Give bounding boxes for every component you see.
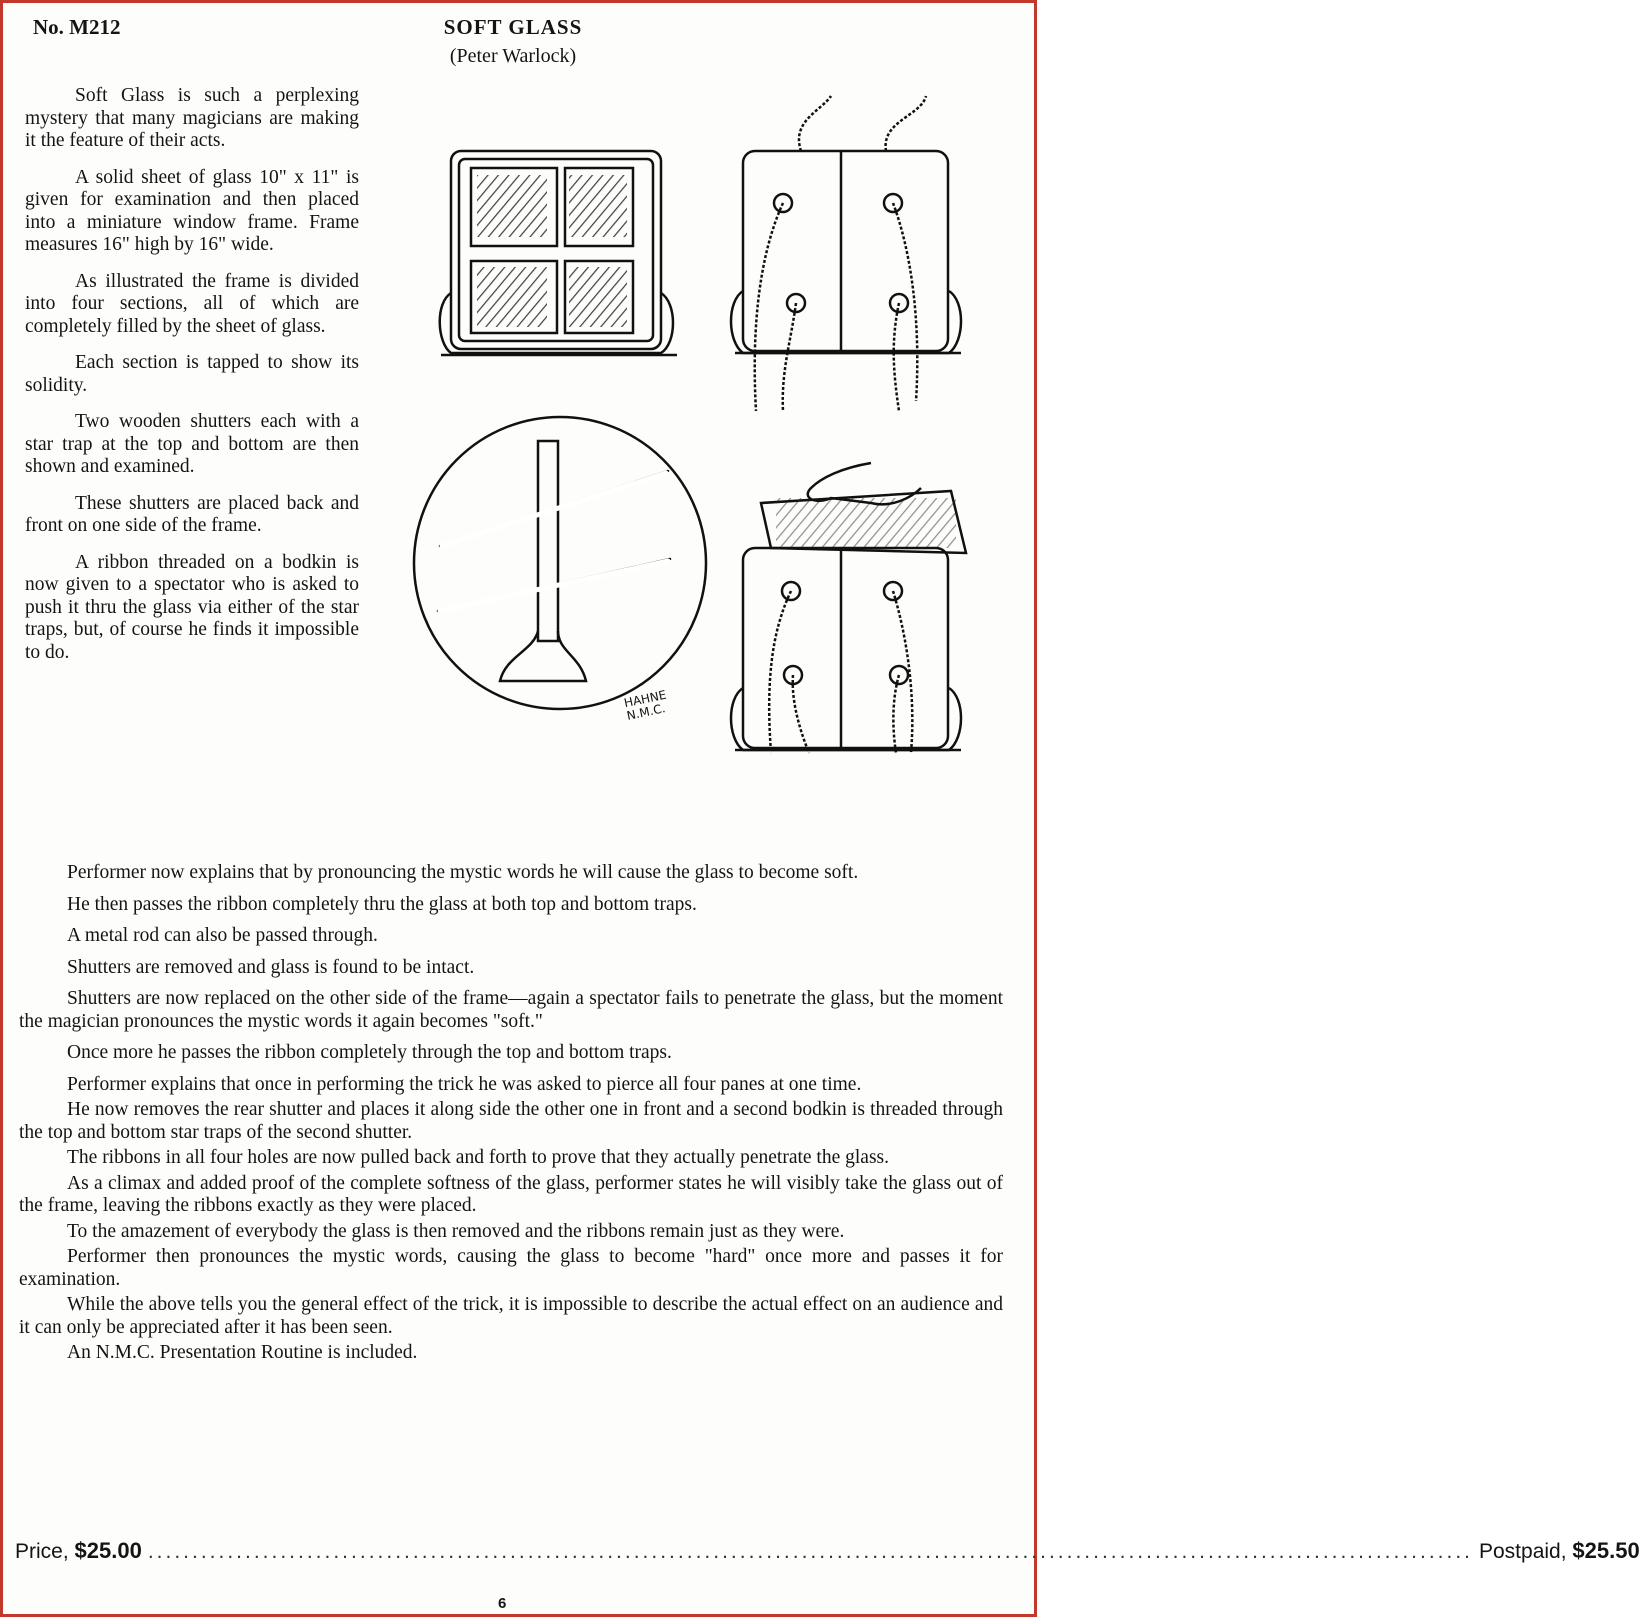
rod-inset-illustration bbox=[408, 411, 713, 721]
glass-removal-illustration bbox=[721, 443, 991, 803]
body-paragraph: A metal rod can also be passed through. bbox=[67, 925, 378, 946]
artist-signature: HAHNE N.M.C. bbox=[622, 687, 668, 723]
body-paragraph: He now removes the rear shutter and places it along side the other one in front and a second bodkin is threaded through the top and bottom star traps of the second shutter. bbox=[19, 1099, 1003, 1143]
price-value: $25.00 bbox=[74, 1538, 142, 1563]
body-paragraph: As a climax and added proof of the complete softness of the glass, performer states he will visibly take the glass out of the frame, leaving the ribbons exactly as they were placed. bbox=[19, 1172, 1003, 1216]
body-paragraph: An N.M.C. Presentation Routine is included. bbox=[67, 1342, 418, 1363]
body-paragraph: The ribbons in all four holes are now pulled back and forth to prove that they actually penetrate the glass. bbox=[67, 1147, 889, 1168]
body-paragraph: While the above tells you the general effect of the trick, it is impossible to describe the actual effect on an audience and it can only be appreciated after it has been seen. bbox=[19, 1294, 1003, 1338]
body-paragraph: Shutters are removed and glass is found to be intact. bbox=[67, 956, 475, 978]
left-paragraph: Each section is tapped to show its solidity. bbox=[25, 352, 359, 396]
price-line bbox=[15, 1538, 1640, 1564]
page-title: SOFT GLASS bbox=[443, 15, 583, 39]
left-paragraph: A ribbon threaded on a bodkin is now given to a spectator who is asked to push it thru the glass via either of the star traps, but, of course he finds it impossible to do. bbox=[25, 551, 359, 663]
page-number: 6 bbox=[498, 1595, 507, 1612]
body-paragraph: Performer explains that once in performing the trick he was asked to pierce all four panes at one time. bbox=[67, 1073, 862, 1095]
price-label: Price, bbox=[15, 1540, 69, 1563]
left-paragraph: As illustrated the frame is divided into four sections, all of which are completely filled by the sheet of glass. bbox=[25, 270, 359, 337]
postpaid-value: $25.50 bbox=[1572, 1538, 1640, 1563]
shutter-ribbons-illustration bbox=[721, 91, 991, 421]
left-paragraph: A solid sheet of glass 10" x 11" is given for examination and then placed into a miniature window frame. Frame measures 16" high by 16" wide. bbox=[25, 166, 359, 255]
item-number: No. M212 bbox=[33, 15, 121, 39]
left-paragraph: Soft Glass is such a perplexing mystery that many magicians are making it the feature of their acts. bbox=[25, 85, 359, 151]
body-paragraph: Performer now explains that by pronouncing the mystic words he will cause the glass to become soft. bbox=[67, 862, 859, 883]
body-paragraph: To the amazement of everybody the glass is then removed and the ribbons remain just as they were. bbox=[67, 1220, 845, 1242]
body-paragraph: He then passes the ribbon completely thru the glass at both top and bottom traps. bbox=[67, 893, 697, 915]
left-column-text bbox=[25, 85, 359, 678]
left-paragraph: Two wooden shutters each with a star trap at the top and bottom are then shown and examined. bbox=[25, 411, 359, 477]
body-text bbox=[19, 862, 1003, 1374]
frame-illustration bbox=[441, 143, 691, 373]
leader-dots: ...................................................................................................................................................... bbox=[147, 1540, 1473, 1563]
body-paragraph: Performer then pronounces the mystic words, causing the glass to become "hard" once more and passes it for examination. bbox=[19, 1246, 1003, 1290]
postpaid-label: Postpaid, bbox=[1479, 1540, 1567, 1563]
left-paragraph: These shutters are placed back and front on one side of the frame. bbox=[25, 492, 359, 536]
body-paragraph: Shutters are now replaced on the other side of the frame—again a spectator fails to penetrate the glass, but the moment the magician pronounces the mystic words it again becomes "soft." bbox=[19, 988, 1003, 1032]
body-paragraph: Once more he passes the ribbon completely through the top and bottom traps. bbox=[67, 1042, 672, 1063]
page-subtitle: (Peter Warlock) bbox=[449, 45, 577, 67]
